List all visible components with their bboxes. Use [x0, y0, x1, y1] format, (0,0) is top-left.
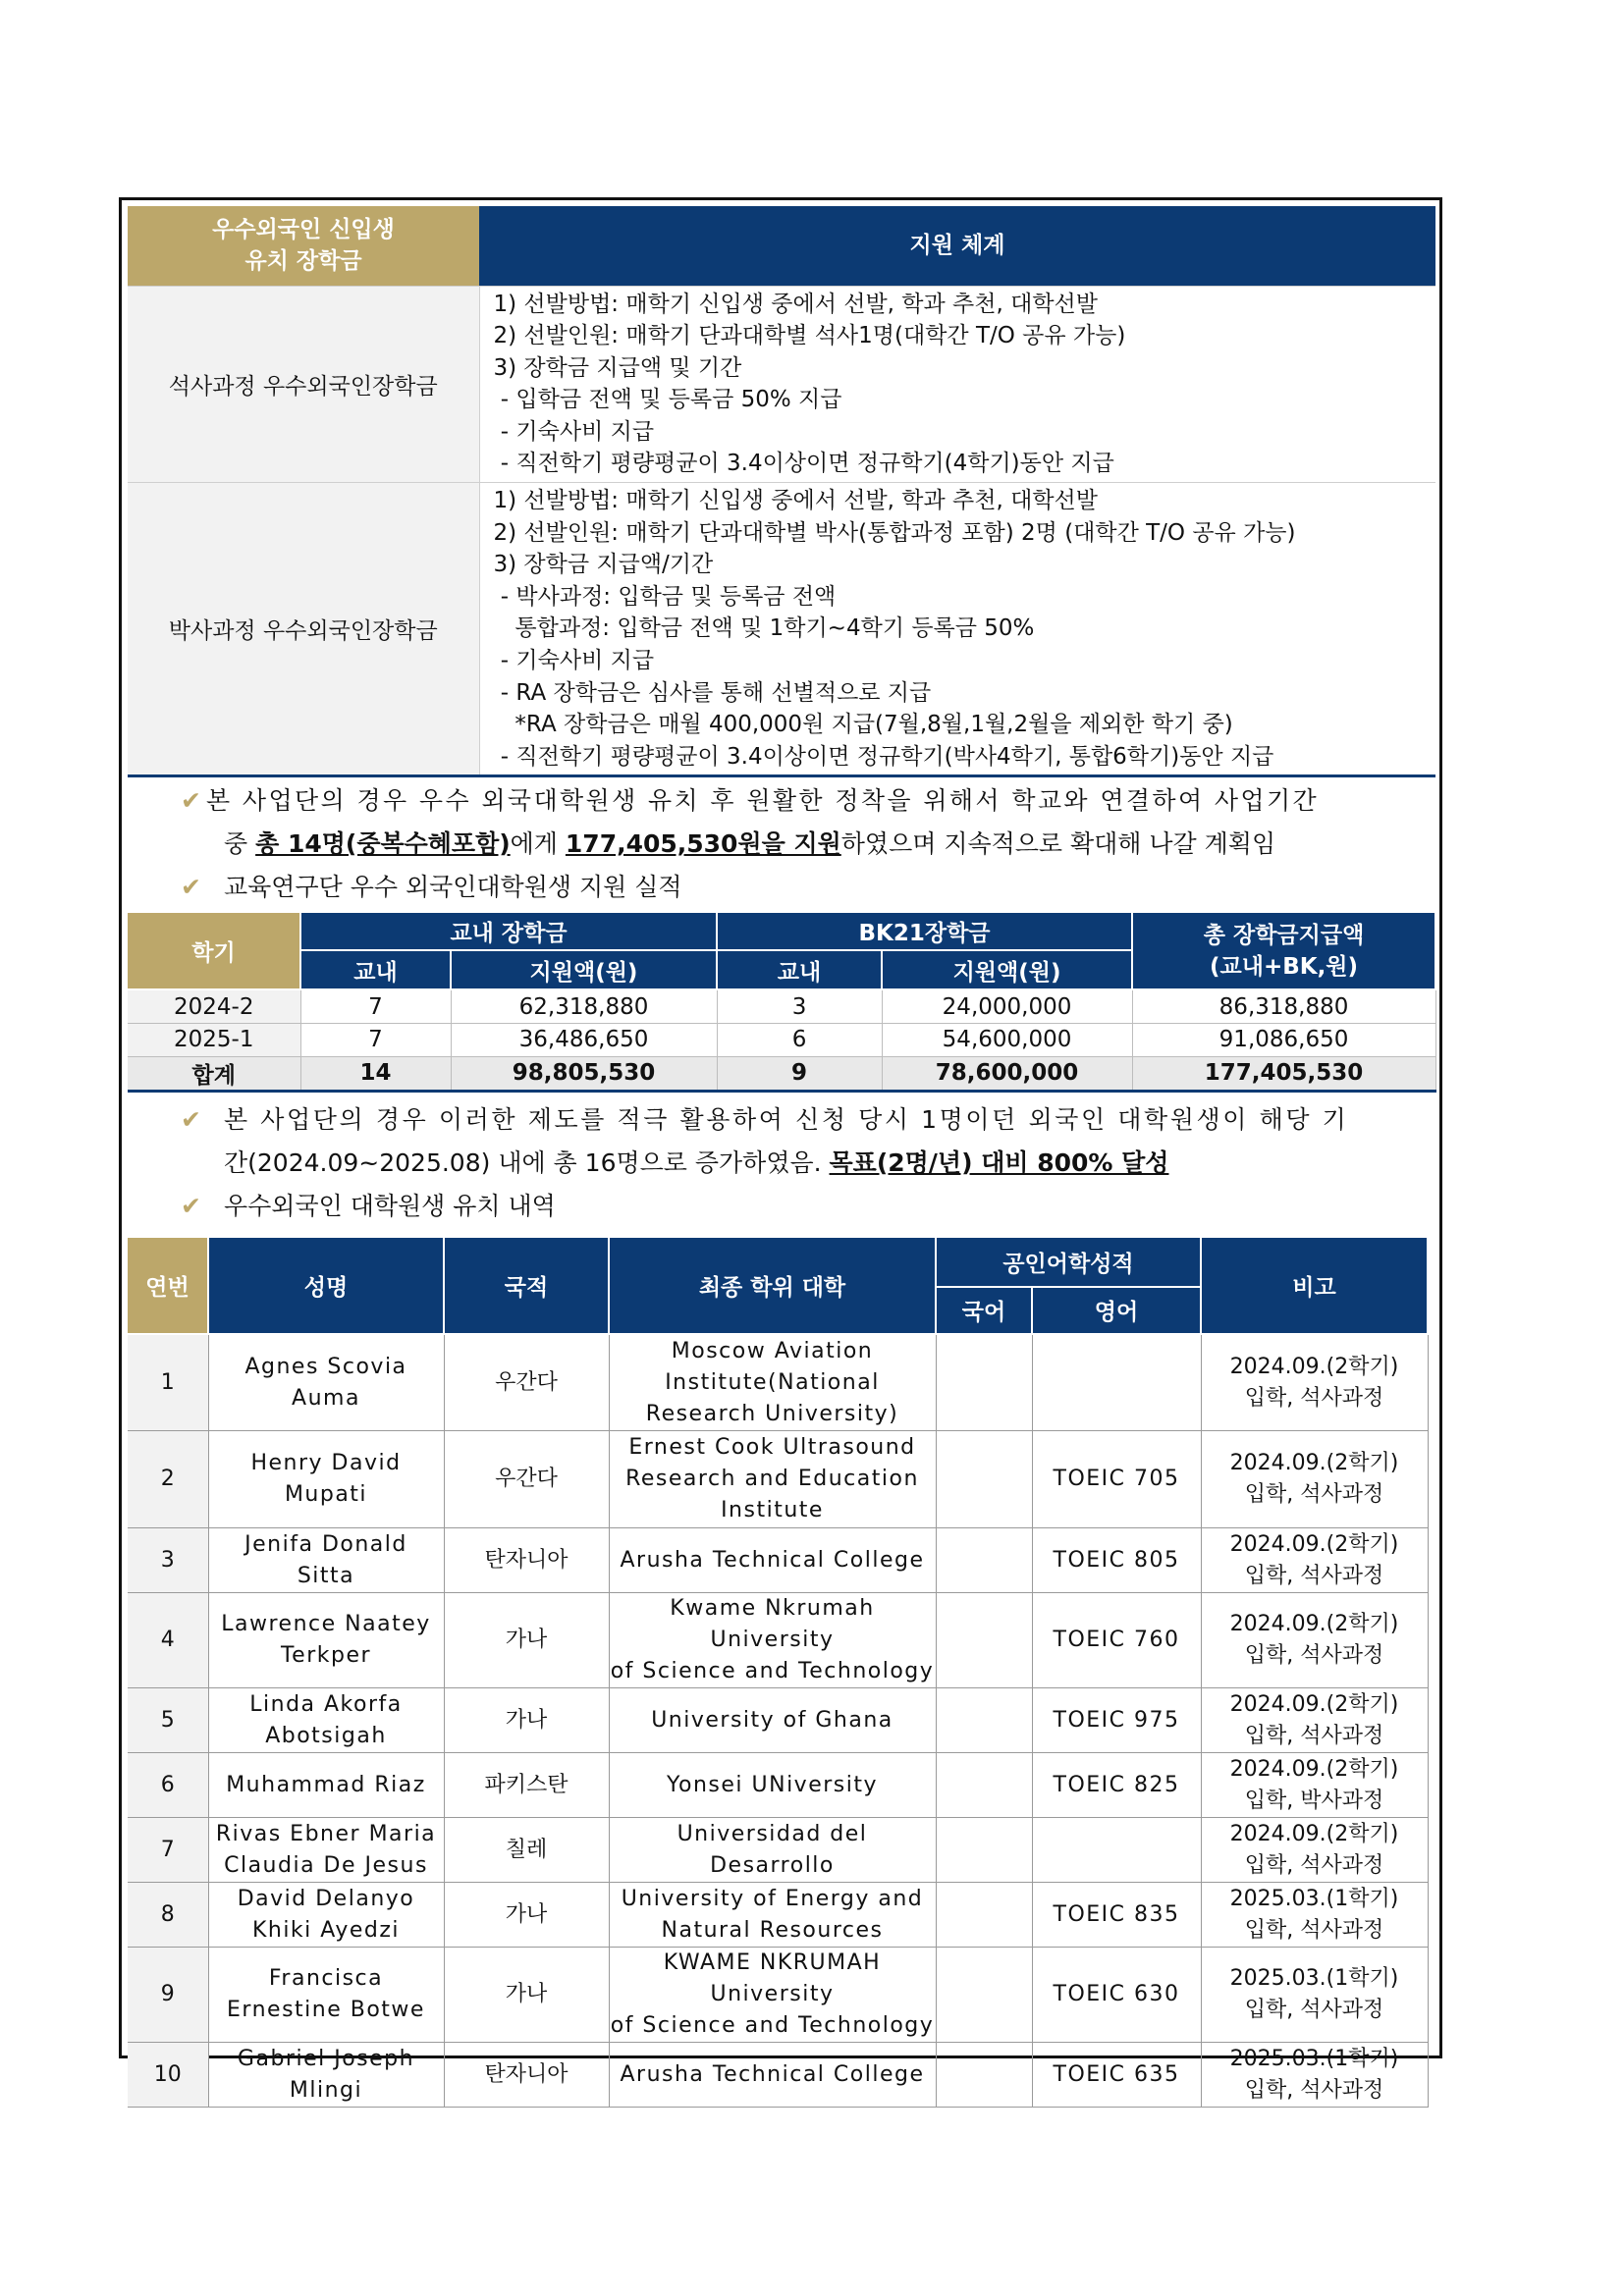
header-school-scholarship: 교내 장학금 [300, 913, 717, 950]
support-record-table [128, 913, 1436, 1093]
header-semester: 학기 [128, 913, 300, 989]
header-school-count: 교내 [300, 950, 451, 989]
table-row: 2024-2 7 62,318,880 3 24,000,000 86,318,880 [128, 989, 1435, 1023]
total-row: 합계 14 98,805,530 9 78,600,000 177,405,530 [128, 1056, 1435, 1091]
header-no: 연번 [128, 1238, 208, 1334]
document-frame [119, 197, 1442, 2103]
table-row: 9 Francisca Ernestine Botwe 가나 KWAME NKRUMAH University of Science and Technology TOEIC 630 2025.03.(1학기) 입학, 석사과정 [128, 1948, 1428, 2043]
header-language-score: 공인어학성적 [936, 1238, 1201, 1287]
table-row: 3 Jenifa Donald Sitta 탄자니아 Arusha Technical College TOEIC 805 2024.09.(2학기) 입학, 석사과정 [128, 1528, 1428, 1593]
note-settlement-cont: 중 총 14명(중복수혜포함)에게 177,405,530원을 지원하였으며 지속적으로 확대해 나갈 계획임 [224, 829, 1276, 859]
note-increase-cont: 간(2024.09~2025.08) 내에 총 16명으로 증가하였음. 목표(2명/년) 대비 800% 달성 [224, 1148, 1169, 1177]
header-english: 영어 [1032, 1287, 1201, 1334]
notes-block-2 [128, 1098, 1435, 1228]
header-note: 비고 [1201, 1238, 1428, 1334]
header-name: 성명 [208, 1238, 444, 1334]
table-row: 2 Henry David Mupati 우간다 Ernest Cook Ultrasound Research and Education Institute TOEIC 705 2024.09.(2학기) 입학, 석사과정 [128, 1431, 1428, 1528]
check-icon: ✔ [181, 1104, 204, 1134]
table-row: 8 David Delanyo Khiki Ayedzi 가나 University of Energy and Natural Resources TOEIC 835 2025.03.(1학기) 입학, 석사과정 [128, 1883, 1428, 1948]
table-row: 7 Rivas Ebner Maria Claudia De Jesus 칠레 Universidad del Desarrollo 2024.09.(2학기) 입학, 석사과정 [128, 1818, 1428, 1883]
header-total-amount: 총 장학금지급액 (교내+BK,원) [1132, 913, 1435, 989]
scholarship-system-table [128, 206, 1435, 777]
table-row: 6 Muhammad Riaz 파키스탄 Yonsei UNiversity TOEIC 825 2024.09.(2학기) 입학, 박사과정 [128, 1753, 1428, 1818]
header-scholarship-name: 우수외국인 신입생 유치 장학금 [128, 206, 479, 286]
table-row: 4 Lawrence Naatey Terkper 가나 Kwame Nkrumah University of Science and Technology TOEIC 760 2024.09.(2학기) 입학, 석사과정 [128, 1593, 1428, 1688]
header-korean: 국어 [936, 1287, 1032, 1334]
masters-scholarship-label: 석사과정 우수외국인장학금 [128, 286, 479, 483]
student-table [128, 1238, 1429, 2109]
table-row: 5 Linda Akorfa Abotsigah 가나 University of Ghana TOEIC 975 2024.09.(2학기) 입학, 석사과정 [128, 1688, 1428, 1753]
header-school-amount: 지원액(원) [451, 950, 717, 989]
doctoral-scholarship-label: 박사과정 우수외국인장학금 [128, 483, 479, 776]
check-icon: ✔ [181, 1191, 201, 1220]
header-bk-amount: 지원액(원) [882, 950, 1132, 989]
document-body [128, 206, 1435, 2108]
check-icon: ✔ [181, 873, 201, 902]
note-increase: ✔ 본 사업단의 경우 이러한 제도를 적극 활용하여 신청 당시 1명이던 외국인 대학원생이 해당 기 [128, 1098, 1435, 1142]
note-recruit-history: ✔ 우수외국인 대학원생 유치 내역 [128, 1185, 1435, 1228]
notes-block-1 [128, 779, 1435, 909]
check-icon: ✔ [181, 786, 204, 816]
header-bk-count: 교내 [717, 950, 882, 989]
table-row: 1 Agnes Scovia Auma 우간다 Moscow Aviation Institute(National Research University) 2024.09.(2학기) 입학, 석사과정 [128, 1334, 1428, 1431]
masters-scholarship-content: 1) 선발방법: 매학기 신입생 중에서 선발, 학과 추천, 대학선발 2) 선발인원: 매학기 단과대학별 석사1명(대학간 T/O 공유 가능) 3) 장학금 지급액 및 기간 - 입학금 전액 및 등록금 50% 지급 - 기숙사비 지급 - 직전학기 평량평균이 3.4이상이면 정규학기(4학기)동안 지급 [479, 286, 1435, 483]
doctoral-scholarship-content: 1) 선발방법: 매학기 신입생 중에서 선발, 학과 추천, 대학선발 2) 선발인원: 매학기 단과대학별 박사(통합과정 포함) 2명 (대학간 T/O 공유 가능) 3) 장학금 지급액/기간 - 박사과정: 입학금 및 등록금 전액 통합과정: 입학금 전액 및 1학기~4학기 등록금 50% - 기숙사비 지급 - RA 장학금은 심사를 통해 선별적으로 지급 *RA 장학금은 매월 400,000원 지급(7월,8월,1월,2월을 제외한 학기 중) - 직전학기 평량평균이 3.4이상이면 정규학기(박사4학기, 통합6학기)동안 지급 [479, 483, 1435, 776]
note-settlement: ✔ 본 사업단의 경우 우수 외국대학원생 유치 후 원활한 정착을 위해서 학교와 연결하여 사업기간 [128, 779, 1435, 823]
table-row: 2025-1 7 36,486,650 6 54,600,000 91,086,650 [128, 1023, 1435, 1056]
header-university: 최종 학위 대학 [609, 1238, 936, 1334]
header-nation: 국적 [444, 1238, 609, 1334]
note-support-record: ✔ 교육연구단 우수 외국인대학원생 지원 실적 [128, 866, 1435, 909]
table-row: 10 Gabriel Joseph Mlingi 탄자니아 Arusha Technical College TOEIC 635 2025.03.(1학기) 입학, 석사과정 [128, 2043, 1428, 2108]
header-bk21-scholarship: BK21장학금 [717, 913, 1132, 950]
header-support-system: 지원 체계 [479, 206, 1435, 286]
